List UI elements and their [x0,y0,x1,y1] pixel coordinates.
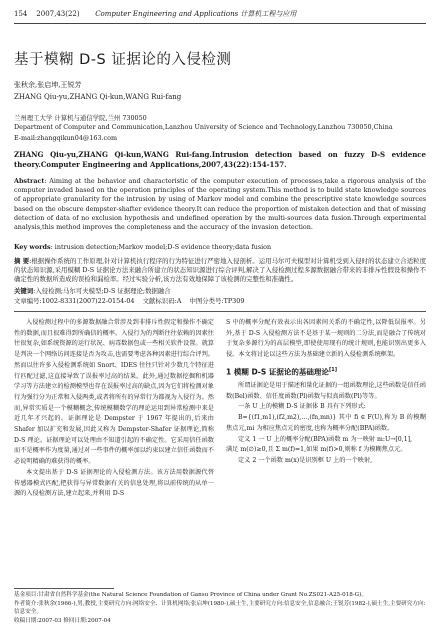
keywords-en-label: Key words [14,243,51,251]
affiliation-cn: 兰州理工大学 计算机与通信学院,兰州 730050 [14,114,147,123]
affiliation-en: Department of Computer and Communication,Lanzhou University of Science and Technology,Lanzhou 730050,China [14,123,426,132]
formula-definition: B={(f1,m1),(f2,m2),…,(fn,mn)} 其中 fi ∈ F(U),称为 B 的模糊焦点元,mi 为相应焦点元的密度,也称为概率分配(BPA)函数。 [226,413,426,434]
article-title: 基于模糊 D-S 证据论的入侵检测 [14,48,231,69]
header-text [14,9,296,19]
body-paragraph: 一条 U 上的模糊 D-S 证据体 B 具有下列形式: [226,402,426,413]
definition-1-condition: 满足 m(∅)≥0,且 Σ m(f)=1,如果 m(f)>0,则称 f 为模糊焦点元。 [226,445,426,456]
abstract-cn-text: :根据操作系统的工作原理,针对计算机执行程序的行为特征进行严密地入侵剖析。运用马尔可夫模型对计算机受到入侵时的状态建立合适粒度的状态知识源,采用模糊 D-S 证据论方法来融合所建立的状态知识源进行综合评判,解决了入侵检测过程多源数据融合带来的非排斥性假设和操作不确定性的数据所造成的误检和漏检率。经过实验分析,该方法有效地保障了该检测的完整性和准确性。 [14,257,426,283]
abstract-en [14,177,426,232]
keywords-en [14,243,426,252]
footnote-rule [14,588,114,589]
header-rule [14,23,426,24]
abstract-cn-label: 摘 要 [14,257,29,265]
footnote-funding: 基金项目:甘肃省自然科学基金(the Natural Science Foundation of Gansu Province of China under Grant No.ZS021-A25-018-G)。 [14,591,426,600]
document-code: 文献标识码:A [143,297,182,305]
abstract-en-text: : Aiming at the behavior and characteristic of the computer execution of processes,take a rigorous analysis of the computer invaded based on the operation principles of the operating system.This method is to build state knowledge sources of appropriate granularity for the intrusion by using of Markov model and combine the prescriptive state knowledge sources based on the obscure dempster-shafter evidence theory.It can reduce the proportion of mistaken detection and that of missing detection of data of no exclusion hypothesis and undefined operation by the multi-sources data fusion.Through experimental analysis,this method improves the completeness and the accuracy of the invasion detection. [14,177,426,231]
keywords-cn-label: 关键词 [14,287,33,295]
section-title: 1 模糊 D-S 证据论的基础理论 [226,367,329,376]
definition-2: 定义 2 一个函数 m(x)是识别框 U 上的一个映射, [226,456,426,467]
body-paragraph: 入侵检测过程中的多源数据融合常涉及到非排斥性假定和操作不确定性的数据,而且很难得到所确信的概率。入侵行为的判断往往依赖的因素往往很复杂,如系统资源的运行状况、病毒数据包或一些相关软件设置。就算是判决一个网络访问连接是否为攻击,也需要考虑各种因素进行综合评判。然而以往许多入侵检测系统如 Snort、IDES 往往只针对少数几个特征进行匹配过滤,这直接导致了误报率过高的结果。此外,通过数据挖掘和机器学习等方法建立的检测模型也存在误报率过高的缺点,因为它们将检测对象行为强行分为正常和入侵两类,或者将所有的异常行为都视为入侵行为。然而,异常实质是一个模糊概念,传统模糊数学的理论运用到异常检测中来是近几年才兴起的。证据理论是 Dempster 于 1967 年提出的,后来由 Shafer 加以扩充和发展,因此又称为 Dempster-Shafer 证据理论,简称 D-S 理论。证据理论可以处理由不知道引起的不确定性。它采用信任函数而不是概率作为度量,通过对一些事件的概率加以约束以建立信任函数而不必说明精确的难获得的概率。 [14,318,214,468]
body-paragraph: S 中的概率分配有效表示出各因素间关系的不确定性,以降低误报率。另外,基于 D-S 入侵检测方法不是基于某一规则的二分法,而是融合了传统对于复杂多源行为的高层模型,即使使用现有的统计规则,也能识别出更多入侵。本文将讨论以这些方法为基础建立新的入侵检测系统框架。 [226,318,426,361]
email: E-mail:zhangqikun04@163.com [14,134,117,143]
article-meta [14,297,426,306]
abstract-cn [14,257,426,285]
body-paragraph: 本文提出基于 D-S 证据理论的入侵检测方法。该方法用数据源代替传感器模式匹配,把获得与异常数据有关的信息处理,将以前传统的从单一源的入侵检测方法,建立起来,并利用 D-S [14,468,214,500]
journal-name: Computer Engineering and Applications 计算机工程与应用 [95,10,296,18]
keywords-cn [14,287,426,296]
footnote-dates: 收稿日期:2007-03 修回日期:2007-04 [14,617,426,625]
abstract-en-label: Abstract [14,177,44,185]
definition-1: 定义 1 一 U 上的概率分配(BPA)函数 m 为一映射 m:U→[0,1], [226,435,426,446]
body-paragraph: 所谓证据论是用于描述和量化证据的一组函数理论,这些函数是信任函数(Bel)函数、信任度函数(Pl)函数与似真函数(Pl)等等。 [226,381,426,402]
keywords-cn-text: :入侵检测;马尔可夫模型;D-S 证据理论;数据融合 [33,287,170,295]
section-reference: [1] [329,367,337,373]
citation: ZHANG Qiu-yu,ZHANG Qi-kun,WANG Rui-fang.Intrusion detection based on fuzzy D-S evidence theory.Computer Engineering and Applications,2007,43(22):154-157. [14,150,426,170]
keywords-en-text: : intrusion detection;Markov model;D-S evidence theory;data fusion [51,243,272,251]
authors-cn: 张秋余,张启坤,王锐芳 [14,80,81,90]
authors-en: ZHANG Qiu-yu,ZHANG Qi-kun,WANG Rui-fang [14,92,181,102]
page-number: 154 [14,10,27,18]
page-header [0,0,440,30]
article-number: 文章编号:1002-8331(2007)22-0154-04 [14,297,135,305]
section-divider [14,311,426,312]
issue-number: 2007,43(22) [36,10,79,18]
footnote-authors: 作者简介:张秋余(1966-),男,教授,主要研究方向:网络安全、计算机网络;张启坤(1980-),硕士生,主要研究方向:信息安全,信息融合;王锐芳(1982-),硕士生,主要研究方向:信息安全。 [14,600,426,617]
body-left-column [14,318,214,586]
body-right-column [226,318,426,586]
section-heading [226,365,426,378]
classification-number: 中图分类号:TP309 [190,297,245,305]
